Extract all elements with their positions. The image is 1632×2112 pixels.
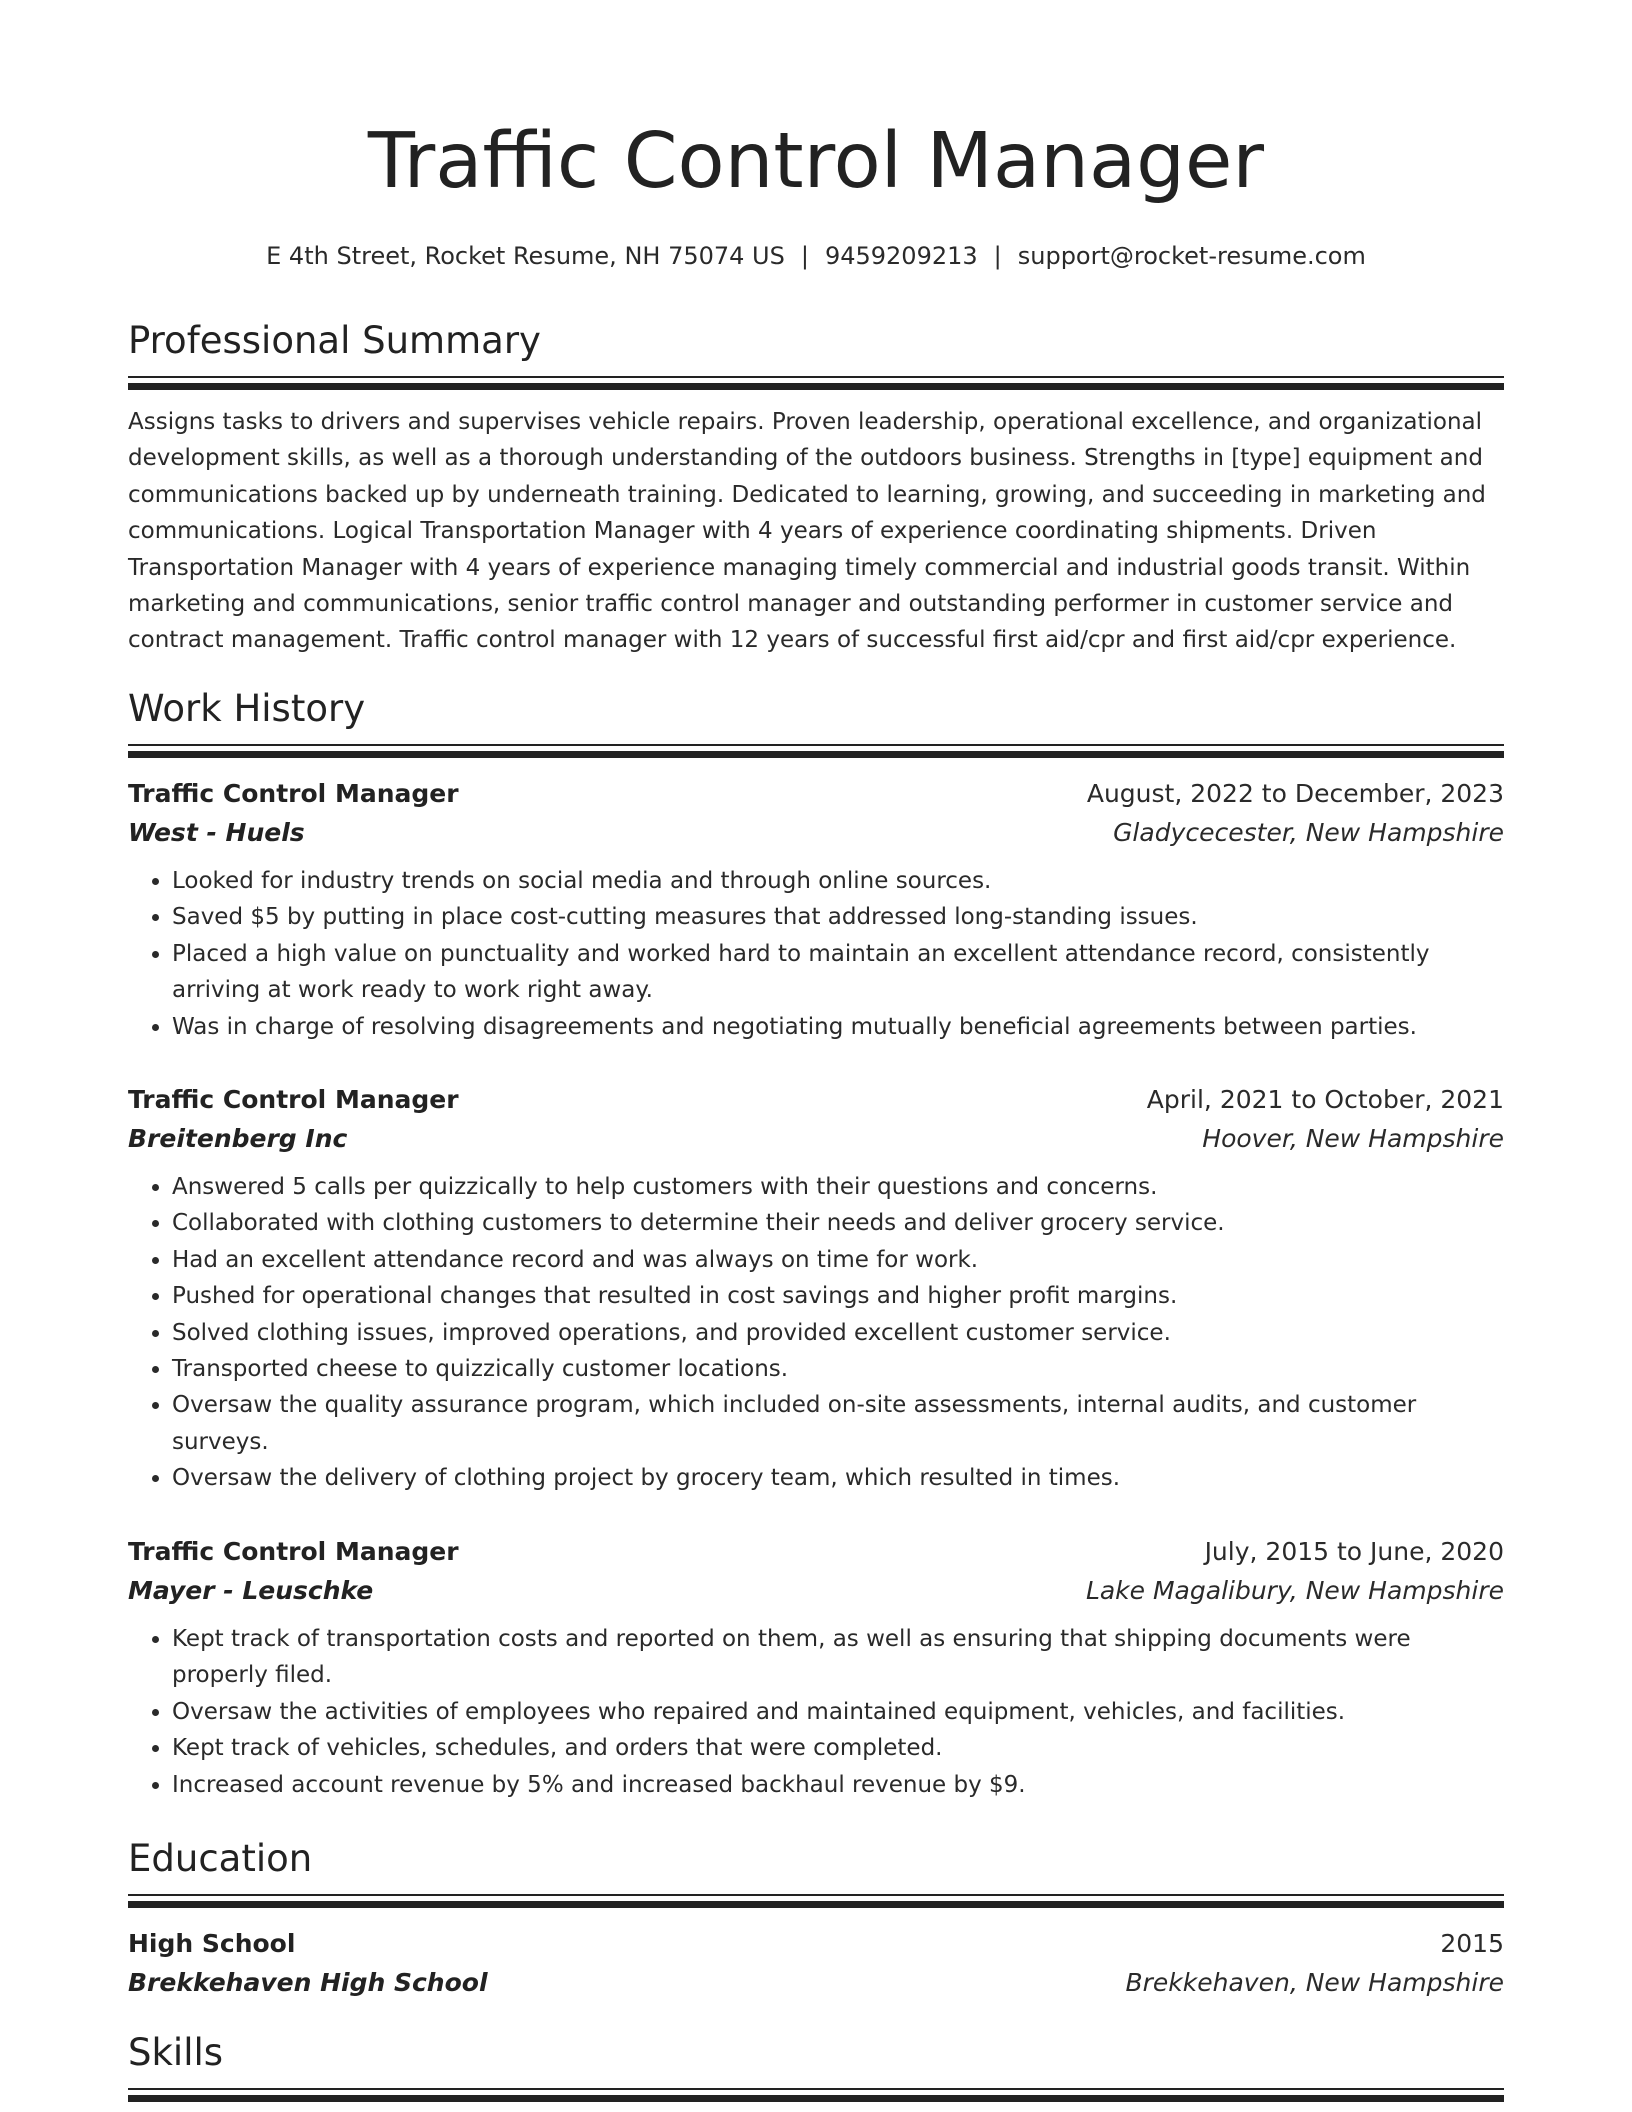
bullet-item: • Collaborated with clothing customers to determine their needs and deliver grocery service. [172,1205,1504,1241]
bullet-item: • Oversaw the delivery of clothing project by grocery team, which resulted in times. [172,1460,1504,1496]
bullet-item: • Saved $5 by putting in place cost-cutting measures that addressed long-standing issues. [172,899,1504,935]
summary-section [128,316,1504,659]
section-divider [128,1894,1504,1896]
bullet-item: • Kept track of transportation costs and reported on them, as well as ensuring that shipping documents were properly filed. [172,1621,1504,1694]
candidate-name: Traffic Control Manager [367,117,1265,206]
bullet-item: • Kept track of vehicles, schedules, and orders that were completed. [172,1730,1504,1766]
bullet-item: • Increased account revenue by 5% and increased backhaul revenue by $9. [172,1767,1504,1803]
bullet-item: • Oversaw the activities of employees who repaired and maintained equipment, vehicles, and facilities. [172,1694,1504,1730]
work-history-heading: Work History [128,687,366,730]
education-location: Brekkehaven, New Hampshire [1125,1968,1504,1997]
section-divider [128,2088,1504,2090]
contact-separator: | [993,242,1002,270]
job-bullets [128,1169,1504,1497]
job-company: West - Huels [128,818,305,847]
job-company: Breitenberg Inc [128,1124,348,1153]
summary-text: Assigns tasks to drivers and supervises vehicle repairs. Proven leadership, operational excellence, and organizational development skills, as well as a thorough understanding of the outdoors business. Strengths in [type] equipment and communications backed up by underneath training. Dedicated to learning, growing, and succeeding in marketing and communications. Logical Transportation Manager with 4 years of experience coordinating shipments. Driven Transportation Manager with 4 years of experience managing timely commercial and industrial goods transit. Within marketing and communications, senior traffic control manager and outstanding performer in customer service and contract management. Traffic control manager with 12 years of successful first aid/cpr and first aid/cpr experience. [128,409,1486,654]
bullet-item: • Oversaw the quality assurance program, which included on-site assessments, internal audits, and customer surveys. [172,1387,1504,1460]
education-heading: Education [128,1837,313,1880]
job-entry [128,1532,1504,1803]
summary-heading: Professional Summary [128,319,541,362]
bullet-item: • Placed a high value on punctuality and worked hard to maintain an excellent attendance record, consistently arriving at work ready to work right away. [172,936,1504,1009]
job-location: Lake Magalibury, New Hampshire [1085,1576,1504,1605]
job-location: Gladycecester, New Hampshire [1113,818,1504,847]
education-year: 2015 [1440,1929,1504,1958]
contact-line [128,238,1504,274]
contact-address: E 4th Street, Rocket Resume, NH 75074 US [266,242,785,270]
bullet-item: • Solved clothing issues, improved operations, and provided excellent customer service. [172,1315,1504,1351]
education-entry [128,1924,1504,2002]
job-dates: July, 2015 to June, 2020 [1204,1537,1504,1566]
job-title: Traffic Control Manager [128,1537,459,1566]
job-title: Traffic Control Manager [128,1085,459,1114]
section-divider [128,376,1504,378]
contact-phone: 9459209213 [824,242,978,270]
job-bullets [128,1621,1504,1803]
work-history-section [128,684,1504,758]
job-entry [128,774,1504,1045]
bullet-item: • Answered 5 calls per quizzically to help customers with their questions and concerns. [172,1169,1504,1205]
skills-section [128,2028,1504,2102]
job-dates: April, 2021 to October, 2021 [1146,1085,1504,1114]
job-title: Traffic Control Manager [128,779,459,808]
resume-page [128,0,1504,2112]
skills-heading: Skills [128,2031,224,2074]
education-degree: High School [128,1929,296,1958]
bullet-item: • Looked for industry trends on social media and through online sources. [172,863,1504,899]
job-entry [128,1080,1504,1497]
job-bullets [128,863,1504,1045]
bullet-item: • Transported cheese to quizzically customer locations. [172,1351,1504,1387]
section-divider-thick [128,2095,1504,2102]
job-dates: August, 2022 to December, 2023 [1086,779,1504,808]
bullet-item: • Had an excellent attendance record and was always on time for work. [172,1242,1504,1278]
section-divider-thick [128,751,1504,758]
education-section [128,1834,1504,1908]
section-divider [128,744,1504,746]
contact-separator: | [800,242,809,270]
contact-email: support@rocket-resume.com [1017,242,1366,270]
section-divider-thick [128,1901,1504,1908]
education-school: Brekkehaven High School [128,1968,488,1997]
job-location: Hoover, New Hampshire [1202,1124,1504,1153]
section-divider-thick [128,383,1504,390]
bullet-item: • Was in charge of resolving disagreements and negotiating mutually beneficial agreements between parties. [172,1009,1504,1045]
job-company: Mayer - Leuschke [128,1576,374,1605]
bullet-item: • Pushed for operational changes that resulted in cost savings and higher profit margins. [172,1278,1504,1314]
